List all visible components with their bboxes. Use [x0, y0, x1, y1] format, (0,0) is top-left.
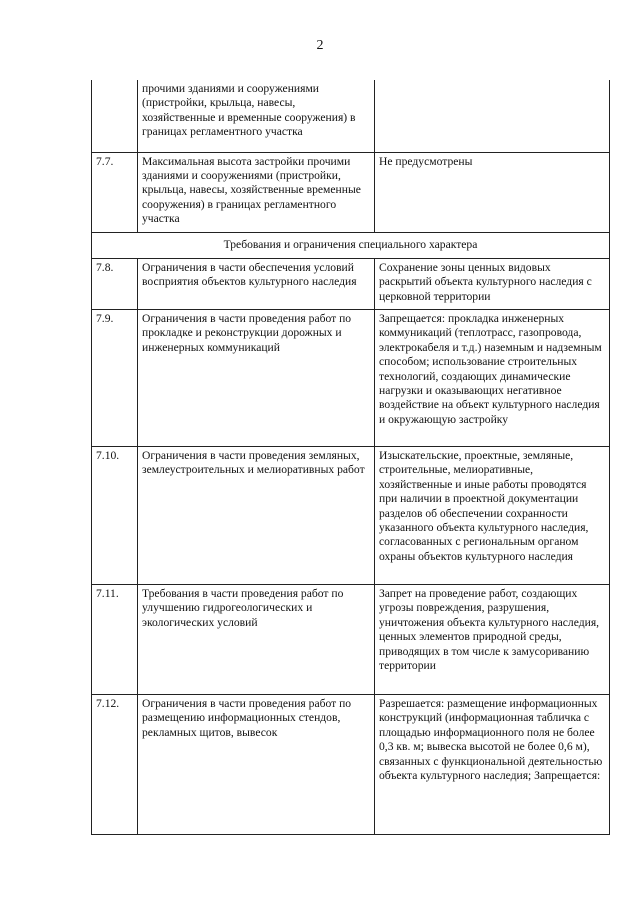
requirement-cell: Требования в части проведения работ по улучшению гидрогеологических и экологических условий — [138, 584, 375, 694]
row-number: 7.12. — [92, 694, 138, 834]
row-number: 7.10. — [92, 446, 138, 584]
table-row — [92, 446, 610, 584]
value-cell: Изыскательские, проектные, земляные, строительные, мелиоративные, хозяйственные и иные работы проводятся при наличии в проектной документации разделов об обеспечении сохранности указанного объекта культурного наследия, согласованных с региональным органом охраны объектов культурного наследия — [375, 446, 610, 584]
value-cell — [375, 80, 610, 152]
requirement-cell: прочими зданиями и сооружениями (пристройки, крыльца, навесы, хозяйственные и временные сооружения) в границах регламентного участка — [138, 80, 375, 152]
row-number: 7.9. — [92, 309, 138, 446]
row-number: 7.8. — [92, 258, 138, 309]
regulations-table — [91, 80, 610, 835]
table-row — [92, 584, 610, 694]
value-cell: Запрещается: прокладка инженерных коммуникаций (теплотрасс, газопровода, электрокабеля и т.д.) наземным и надземным способом; использование строительных технологий, создающих динамические нагрузки и оказывающих негативное воздействие на объект культурного наследия и окружающую застройку — [375, 309, 610, 446]
requirement-cell: Ограничения в части проведения работ по прокладке и реконструкции дорожных и инженерных коммуникаций — [138, 309, 375, 446]
value-cell: Не предусмотрены — [375, 152, 610, 232]
table-row — [92, 309, 610, 446]
requirement-cell: Ограничения в части проведения работ по размещению информационных стендов, рекламных щитов, вывесок — [138, 694, 375, 834]
row-number: 7.7. — [92, 152, 138, 232]
row-number — [92, 80, 138, 152]
value-cell: Сохранение зоны ценных видовых раскрытий объекта культурного наследия с церковной территории — [375, 258, 610, 309]
page-number: 2 — [316, 38, 324, 53]
requirement-cell: Ограничения в части обеспечения условий восприятия объектов культурного наследия — [138, 258, 375, 309]
requirement-cell: Ограничения в части проведения земляных, землеустроительных и мелиоративных работ — [138, 446, 375, 584]
table-row — [92, 694, 610, 834]
section-header: Требования и ограничения специального характера — [92, 232, 610, 258]
row-number: 7.11. — [92, 584, 138, 694]
value-cell: Разрешается: размещение информационных конструкций (информационная табличка с площадью информационного поля не более 0,3 кв. м; вывеска высотой не более 0,6 м), связанных с функциональной деятельностью объекта культурного наследия; Запрещается: — [375, 694, 610, 834]
table-row — [92, 152, 610, 232]
value-cell: Запрет на проведение работ, создающих угрозы повреждения, разрушения, уничтожения объекта культурного наследия, ценных элементов природной среды, приводящих в том числе к замусориванию территории — [375, 584, 610, 694]
table-row — [92, 80, 610, 152]
table-row — [92, 258, 610, 309]
requirement-cell: Максимальная высота застройки прочими зданиями и сооружениями (пристройки, крыльца, навесы, хозяйственные временные сооружения) в границах регламентного участка — [138, 152, 375, 232]
section-header-row — [92, 232, 610, 258]
